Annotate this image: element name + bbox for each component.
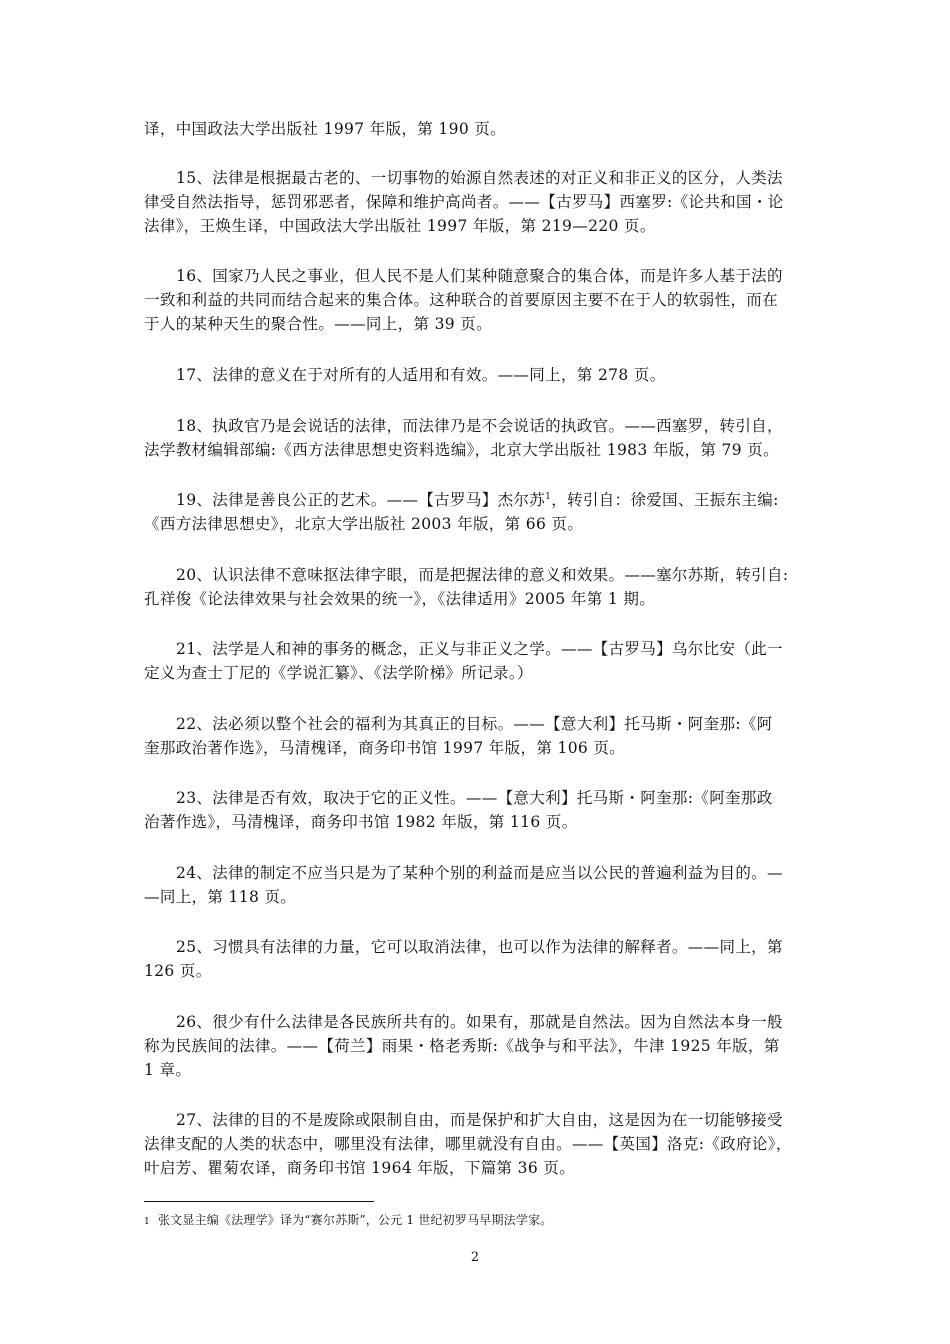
paragraph-20-line-1: 20、认识法律不意味抠法律字眼，而是把握法律的意义和效果。——塞尔苏斯，转引自: (176, 566, 789, 584)
paragraph-14-line-1: 译，中国政法大学出版社 1997 年版，第 190 页。 (144, 120, 507, 138)
paragraph-23-line-1: 23、法律是否有效，取决于它的正义性。——【意大利】托马斯・阿奎那:《阿奎那政 (176, 789, 773, 807)
paragraph-19-text-after-mark: ，转引自：徐爱国、王振东主编: (551, 491, 779, 509)
paragraph-17-line-1: 17、法律的意义在于对所有的人适用和有效。——同上，第 278 页。 (176, 366, 666, 384)
paragraph-24-line-1: 24、法律的制定不应当只是为了某种个别的利益而是应当以公民的普遍利益为目的。— (176, 864, 783, 882)
paragraph-26-line-2: 称为民族间的法律。——【荷兰】雨果・格老秀斯:《战争与和平法》，牛津 1925 年版，第 (144, 1037, 780, 1055)
paragraph-22-line-2: 奎那政治著作选》，马清槐译，商务印书馆 1997 年版，第 106 页。 (144, 739, 626, 757)
paragraph-19-line-1 (176, 488, 808, 512)
paragraph-15-line-1: 15、法律是根据最古老的、一切事物的始源自然表述的对正义和非正义的区分，人类法 (176, 169, 783, 187)
paragraph-27-line-2: 法律支配的人类的状态中，哪里没有法律，哪里就没有自由。——【英国】洛克:《政府论》， (144, 1135, 792, 1153)
paragraph-16-line-1: 16、国家乃人民之事业，但人民不是人们某种随意聚合的集合体，而是许多人基于法的 (176, 267, 783, 285)
paragraph-20-line-2: 孔祥俊《论法律效果与社会效果的统一》，《法律适用》2005 年第 1 期。 (144, 590, 656, 608)
paragraph-15-line-2: 律受自然法指导，惩罚邪恶者，保障和维护高尚者。——【古罗马】西塞罗:《论共和国・论 (144, 193, 784, 211)
paragraph-18-line-2: 法学教材编辑部编:《西方法律思想史资料选编》，北京大学出版社 1983 年版，第 79 页。 (144, 441, 779, 459)
paragraph-23-line-2: 治著作选》，马清槐译，商务印书馆 1982 年版，第 116 页。 (144, 813, 578, 831)
paragraph-15-line-3: 法律》，王焕生译，中国政法大学出版社 1997 年版，第 219—220 页。 (144, 217, 656, 235)
footnote-separator (144, 1201, 374, 1202)
paragraph-18-line-1: 18、执政官乃是会说话的法律，而法律乃是不会说话的执政官。——西塞罗，转引自， (176, 417, 783, 435)
paragraph-16-line-2: 一致和利益的共同而结合起来的集合体。这种联合的首要原因主要不在于人的软弱性，而在 (144, 291, 779, 309)
paragraph-26-line-1: 26、很少有什么法律是各民族所共有的。如果有，那就是自然法。因为自然法本身一般 (176, 1013, 783, 1031)
page-number: 2 (470, 1250, 480, 1265)
paragraph-25-line-2: 126 页。 (144, 962, 212, 980)
footnote-mark: 1 (144, 1217, 150, 1227)
paragraph-19-text-before-mark: 19、法律是善良公正的艺术。——【古罗马】杰尔苏 (176, 491, 546, 509)
paragraph-16-line-3: 于人的某种天生的聚合性。——同上，第 39 页。 (144, 315, 492, 333)
paragraph-21-line-1: 21、法学是人和神的事务的概念，正义与非正义之学。——【古罗马】乌尔比安（此一 (176, 640, 783, 658)
paragraph-21-line-2: 定义为查士丁尼的《学说汇纂》、《法学阶梯》所记录。） (144, 664, 533, 682)
paragraph-22-line-1: 22、法必须以整个社会的福利为其真正的目标。——【意大利】托马斯・阿奎那:《阿 (176, 715, 773, 733)
paragraph-26-line-3: 1 章。 (144, 1061, 192, 1079)
footnote-text: 张文显主编《法理学》译为“赛尔苏斯”，公元 1 世纪初罗马早期法学家。 (157, 1213, 553, 1227)
paragraph-19-line-2: 《西方法律思想史》，北京大学出版社 2003 年版，第 66 页。 (144, 515, 584, 533)
paragraph-25-line-1: 25、习惯具有法律的力量，它可以取消法律，也可以作为法律的解释者。——同上，第 (176, 938, 783, 956)
footnote-reference-mark[interactable]: 1 (545, 491, 552, 502)
footnote (144, 1211, 552, 1231)
paragraph-24-line-2: —同上，第 118 页。 (144, 888, 297, 906)
paragraph-27-line-3: 叶启芳、瞿菊农译，商务印书馆 1964 年版，下篇第 36 页。 (144, 1159, 576, 1177)
paragraph-27-line-1: 27、法律的目的不是废除或限制自由，而是保护和扩大自由，这是因为在一切能够接受 (176, 1111, 783, 1129)
